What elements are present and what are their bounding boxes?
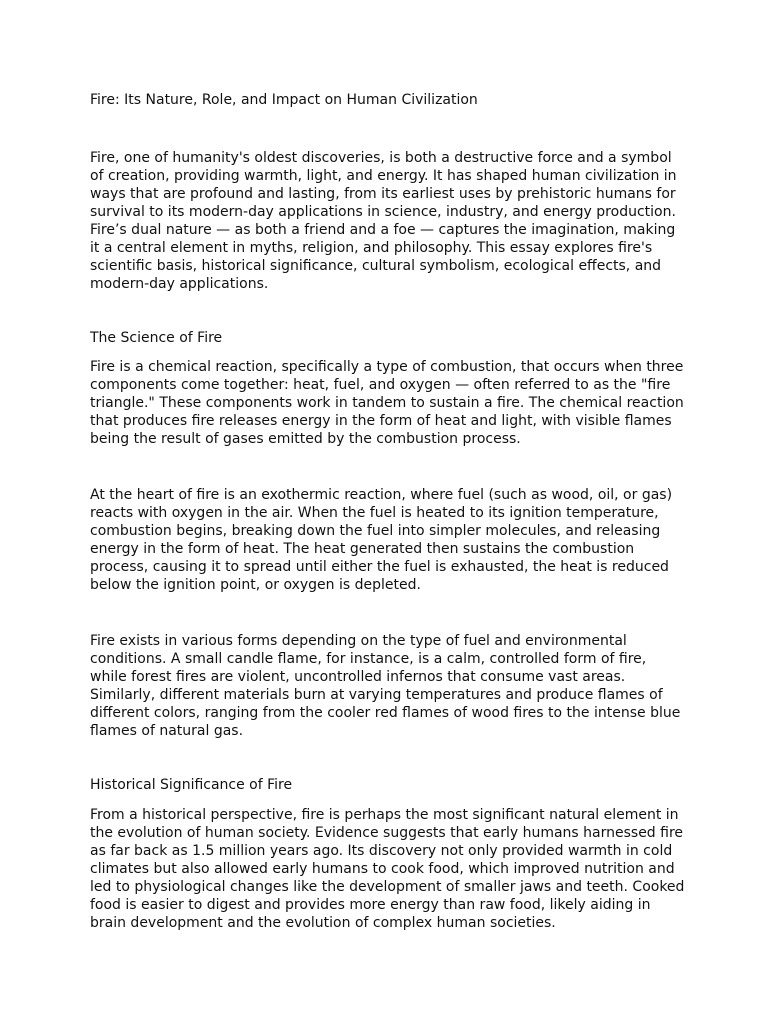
intro-paragraph <box>90 149 690 293</box>
text-line: triangle." These components work in tandem to sustain a fire. The chemical reaction <box>90 395 684 411</box>
text-line: flames of natural gas. <box>90 723 244 739</box>
science-paragraph-1 <box>90 358 690 448</box>
text-line: ways that are profound and lasting, from its earliest uses by prehistoric humans for <box>90 186 676 202</box>
text-line: below the ignition point, or oxygen is depleted. <box>90 577 421 593</box>
history-paragraph-1 <box>90 806 690 932</box>
text-line: combustion begins, breaking down the fuel into simpler molecules, and releasing <box>90 523 661 539</box>
text-line: reacts with oxygen in the air. When the fuel is heated to its ignition temperature, <box>90 505 659 521</box>
science-paragraph-3 <box>90 632 690 740</box>
text-line: Similarly, different materials burn at varying temperatures and produce flames of <box>90 687 663 703</box>
text-line: of creation, providing warmth, light, and energy. It has shaped human civilization in <box>90 168 677 184</box>
section-heading-history: Historical Significance of Fire <box>90 777 293 793</box>
text-line: while forest fires are violent, uncontrolled infernos that consume vast areas. <box>90 669 626 685</box>
text-line: it a central element in myths, religion, and philosophy. This essay explores fire's <box>90 240 653 256</box>
document-title: Fire: Its Nature, Role, and Impact on Human Civilization <box>90 92 478 108</box>
text-line: food is easier to digest and provides more energy than raw food, likely aiding in <box>90 897 651 913</box>
text-line: components come together: heat, fuel, and oxygen — often referred to as the "fire <box>90 377 671 393</box>
text-line: At the heart of fire is an exothermic reaction, where fuel (such as wood, oil, or gas) <box>90 487 673 503</box>
text-line: scientific basis, historical significance, cultural symbolism, ecological effects, and <box>90 258 662 274</box>
text-line: modern-day applications. <box>90 276 269 292</box>
text-line: brain development and the evolution of complex human societies. <box>90 915 556 931</box>
text-line: different colors, ranging from the cooler red flames of wood fires to the intense blue <box>90 705 681 721</box>
text-line: survival to its modern-day applications in science, industry, and energy production. <box>90 204 676 220</box>
text-line: Fire’s dual nature — as both a friend and a foe — captures the imagination, making <box>90 222 676 238</box>
text-line: conditions. A small candle flame, for instance, is a calm, controlled form of fire, <box>90 651 647 667</box>
science-paragraph-2 <box>90 486 690 594</box>
text-line: as far back as 1.5 million years ago. Its discovery not only provided warmth in cold <box>90 843 673 859</box>
text-line: being the result of gases emitted by the combustion process. <box>90 431 521 447</box>
text-line: Fire, one of humanity's oldest discoveries, is both a destructive force and a symbol <box>90 150 672 166</box>
text-line: Fire exists in various forms depending on the type of fuel and environmental <box>90 633 627 649</box>
text-line: From a historical perspective, fire is perhaps the most significant natural element in <box>90 807 679 823</box>
section-heading-science: The Science of Fire <box>90 330 223 346</box>
text-line: climates but also allowed early humans to cook food, which improved nutrition and <box>90 861 675 877</box>
text-line: led to physiological changes like the development of smaller jaws and teeth. Cooked <box>90 879 685 895</box>
text-line: the evolution of human society. Evidence suggests that early humans harnessed fire <box>90 825 684 841</box>
text-line: process, causing it to spread until either the fuel is exhausted, the heat is reduced <box>90 559 669 575</box>
text-line: that produces fire releases energy in the form of heat and light, with visible flames <box>90 413 672 429</box>
text-line: Fire is a chemical reaction, specifically a type of combustion, that occurs when three <box>90 359 684 375</box>
text-line: energy in the form of heat. The heat generated then sustains the combustion <box>90 541 635 557</box>
